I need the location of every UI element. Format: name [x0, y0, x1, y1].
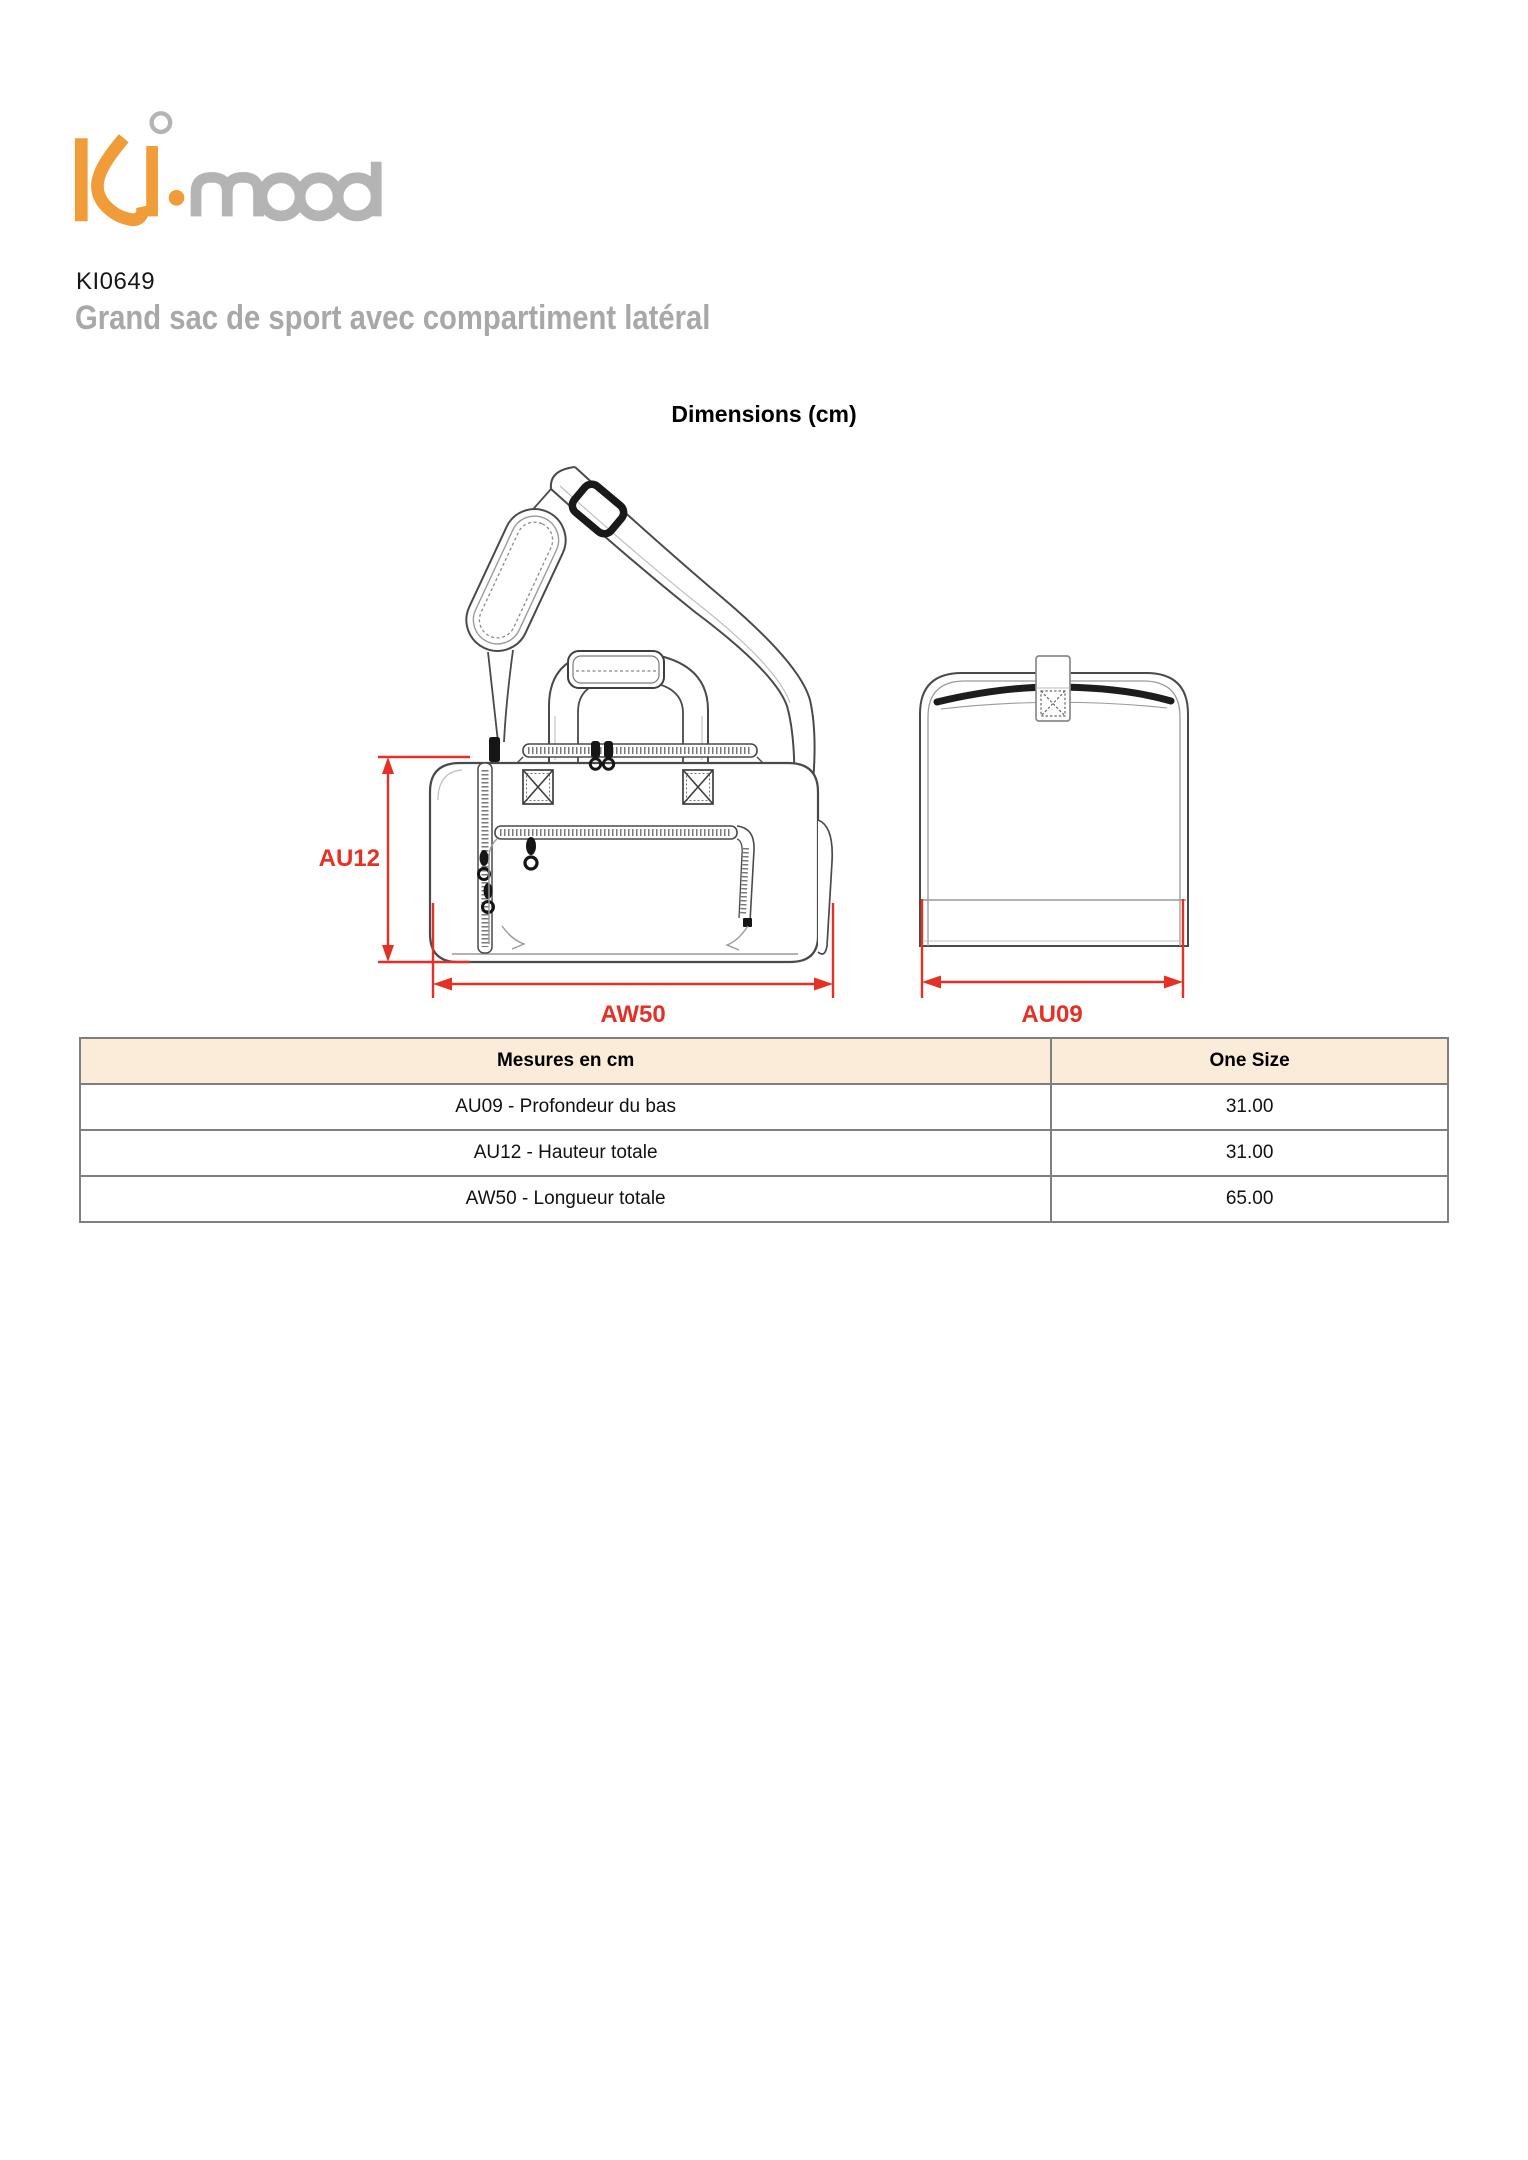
stitch-square-right [683, 770, 713, 804]
measure-cell: AU12 - Hauteur totale [80, 1130, 1051, 1176]
header-one-size: One Size [1051, 1038, 1448, 1084]
value-cell: 65.00 [1051, 1176, 1448, 1222]
shoulder-pad [456, 499, 576, 661]
strap-buckle-icon [569, 481, 628, 538]
table-row [80, 1176, 1448, 1222]
strap-anchor-tab [1036, 656, 1070, 721]
logo-dot-icon [169, 190, 185, 206]
logo-ki [75, 113, 184, 221]
logo-ring-icon [152, 113, 171, 132]
dim-label-au09: AU09 [1021, 1001, 1083, 1028]
bag-dimension-diagram [0, 440, 1528, 1040]
bag-side-view [430, 467, 832, 962]
table-row [80, 1084, 1448, 1130]
product-code: KI0649 [76, 268, 156, 295]
logo-mood [196, 162, 376, 217]
header-measures: Mesures en cm [80, 1038, 1051, 1084]
section-heading: Dimensions (cm) [671, 401, 857, 427]
dim-label-aw50: AW50 [600, 1001, 666, 1028]
measure-cell: AU09 - Profondeur du bas [80, 1084, 1051, 1130]
table-row [80, 1130, 1448, 1176]
measure-cell: AW50 - Longueur totale [80, 1176, 1051, 1222]
product-title: Grand sac de sport avec compartiment latéral [75, 299, 711, 337]
dim-label-au12: AU12 [318, 845, 380, 872]
bag-end-view [920, 656, 1188, 946]
measurements-table [79, 1037, 1449, 1223]
value-cell: 31.00 [1051, 1084, 1448, 1130]
side-gusset [818, 820, 832, 954]
kimood-logo [73, 106, 405, 233]
stitch-square-left [523, 770, 553, 804]
table-header-row [80, 1038, 1448, 1084]
value-cell: 31.00 [1051, 1130, 1448, 1176]
